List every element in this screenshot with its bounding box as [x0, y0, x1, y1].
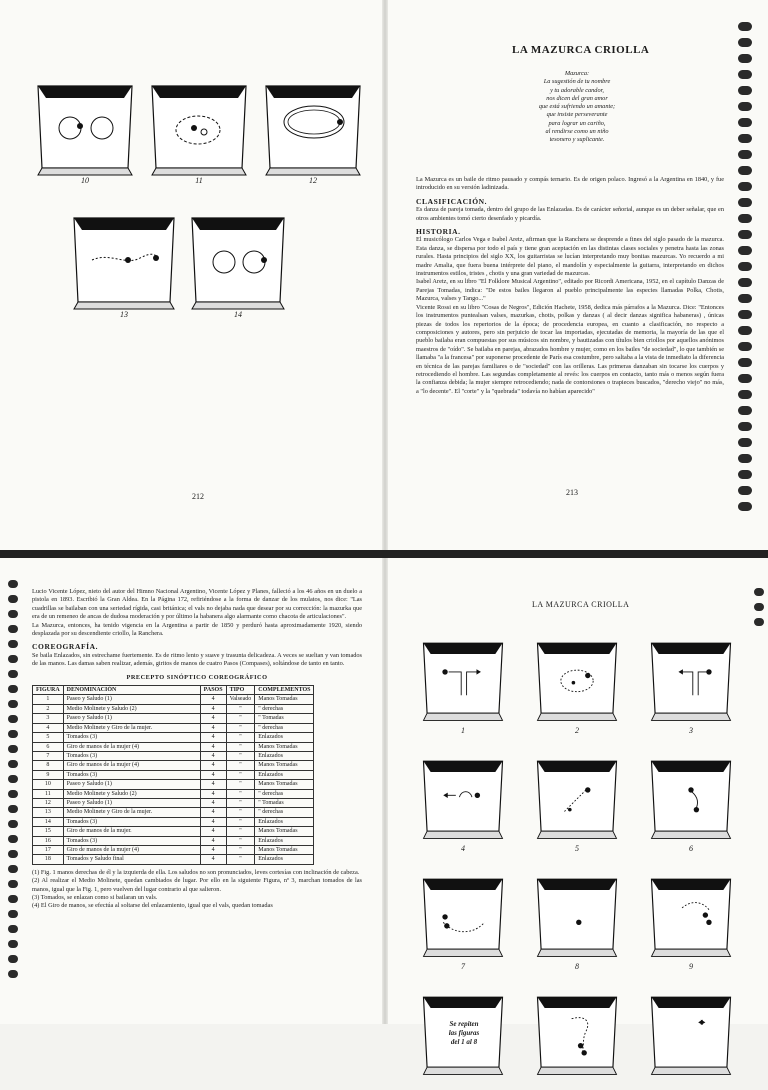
table-row — [33, 761, 314, 770]
table-row — [33, 695, 314, 704]
table-row — [33, 770, 314, 779]
book-gutter — [382, 558, 388, 1024]
figure-caption: 12 — [309, 176, 317, 185]
figure-11 — [532, 990, 622, 1090]
table-title: PRECEPTO SINÓPTICO COREOGRÁFICO — [126, 673, 268, 681]
table-cell: Tomados (3) — [63, 817, 200, 826]
table-cell: Giro de manos de la mujer. — [63, 827, 200, 836]
figure-caption: 14 — [234, 310, 242, 319]
table-cell: " — [226, 845, 255, 854]
table-row — [33, 855, 314, 864]
page-title: LA MAZURCA CRIOLLA — [512, 44, 650, 56]
poem-line: tesonero y suplicante. — [549, 136, 605, 144]
column-header: FIGURA — [33, 686, 64, 695]
table-cell: 17 — [33, 845, 64, 854]
poem-line: y tu adorable candor, — [550, 86, 604, 94]
figure-13 — [70, 208, 178, 320]
figure-caption: 1 — [461, 726, 465, 735]
table-cell: Tomados (3) — [63, 751, 200, 760]
table-row — [33, 704, 314, 713]
table-cell: 12 — [33, 798, 64, 807]
table-cell: 4 — [200, 742, 226, 751]
table-cell: 4 — [200, 789, 226, 798]
table-row — [33, 817, 314, 826]
table-cell: " — [226, 827, 255, 836]
table-cell: 4 — [200, 761, 226, 770]
table-cell: 2 — [33, 704, 64, 713]
figure-8 — [532, 872, 622, 972]
figure-5 — [532, 754, 622, 854]
figure-caption: 6 — [689, 844, 693, 853]
column-header: PASOS — [200, 686, 226, 695]
table-cell: Paseo y Saludo (1) — [63, 695, 200, 704]
table-cell: " — [226, 798, 255, 807]
table-cell: Medio Molinete y Saludo (2) — [63, 789, 200, 798]
table-row — [33, 751, 314, 760]
table-cell: " derechas — [255, 808, 314, 817]
figure-12 — [646, 990, 736, 1090]
table-cell: Giro de manos de la mujer (4) — [63, 742, 200, 751]
table-cell: Enlazados — [255, 817, 314, 826]
repeat-note-line: las figuras — [448, 1029, 480, 1037]
poem-line: La sugestión de tu nombre — [543, 78, 611, 86]
figure-4 — [418, 754, 508, 854]
table-cell: 11 — [33, 789, 64, 798]
spiral-binding — [8, 580, 18, 978]
figure-caption: 7 — [461, 962, 465, 971]
table-cell: 4 — [200, 751, 226, 760]
table-cell: " — [226, 817, 255, 826]
table-cell: 4 — [200, 817, 226, 826]
table-cell: 4 — [200, 714, 226, 723]
article-body — [416, 176, 724, 396]
table-cell: " — [226, 855, 255, 864]
table-row — [33, 780, 314, 789]
page-number: 212 — [192, 492, 204, 501]
table-cell: Giro de manos de la mujer (4) — [63, 845, 200, 854]
poem-line: para lograr un cariño, — [548, 119, 606, 127]
table-cell: 4 — [200, 704, 226, 713]
table-cell: 18 — [33, 855, 64, 864]
table-cell: 4 — [200, 780, 226, 789]
table-row — [33, 827, 314, 836]
table-cell: 3 — [33, 714, 64, 723]
figure-caption: 9 — [689, 962, 693, 971]
spiral-binding — [738, 22, 752, 511]
figure-caption: 3 — [689, 726, 693, 735]
choreography-text — [32, 588, 362, 911]
table-row — [33, 723, 314, 732]
table-cell: Paseo y Saludo (1) — [63, 798, 200, 807]
clasificacion-paragraph: Es danza de pareja tomada, dentro del grupo de las Enlazadas. Es de carácter señorial, aunque es un deber señalar, que en otros ambientes tomó cierto desenfado y picardía. — [416, 206, 724, 222]
figure-6 — [646, 754, 736, 854]
footnotes — [32, 869, 362, 911]
poem-line: que está sufriendo un amante; — [538, 103, 616, 111]
poem — [492, 70, 662, 145]
footnote: (2) Al realizar el Medio Molinete, quedan cambiados de lugar. Por ello en la siguiente Figura, nº 3, marchan tomados de las manos, igual que la Fig. 1, pero vuelven del lugar contrario al que salieron. — [32, 877, 362, 893]
section-heading: COREOGRAFÍA. — [32, 642, 99, 652]
table-cell: 4 — [200, 798, 226, 807]
table-cell: " derechas — [255, 723, 314, 732]
table-cell: " — [226, 789, 255, 798]
table-cell: 1 — [33, 695, 64, 704]
table-cell: " derechas — [255, 704, 314, 713]
table-cell: Tomados (3) — [63, 733, 200, 742]
poem-line: nos dicen del gran amor — [546, 94, 608, 102]
table-cell: 4 — [200, 808, 226, 817]
table-cell: 6 — [33, 742, 64, 751]
footnote: (4) El Giro de manos, se efectúa al soltarse del enlazamiento, igual que el vals, quedan tomadas — [32, 902, 273, 910]
poem-line: que insiste perseverante — [546, 111, 608, 119]
table-row — [33, 714, 314, 723]
table-header-row — [33, 686, 314, 695]
page-number: 213 — [566, 488, 578, 497]
historia-paragraph: Vicente Rossi en su libro "Cosas de Negros", Edición Hachete, 1958, dedica más párrafos a la Mazurca. Dice: "Entonces los instrumentos puntealsan valses, mazurkas, chotis, polkas y danzas ( al decir danzas significa habaneras) , únicas piezas de todos los repertorios de la época; de procedencia europea, en cuanto a clasificación, no respecto a composiciones y autores, pero sin perjuicio de tocar las importadas, ejecutadas de memoria, la mayoría de las que el pueblo bailaba eran compuestas por sus músicos sin nombre, y bautizadas con títulos bien criollos por aquellos anónimos maestros de "oído". Se bailaba en parejas, abrazados hombre y mujer, como en los bailes "de sociedad", lo que también se llamaba "a la francesa" por suponerse procedente de París esa costumbre, pero saltaba a la vista de inmediato la diferencia en técnica de las parejas familiares o de "sociedad" con las orilleras. Las primeras danzaban sin tocarse los cuerpos y retrocediendo el hombre. Las segundas completamente al revés: los cuerpos en contacto, tanto más o menos según fuera la confianza debida; la mujer siempre retrocediendo; nada de contorsiones o trapieces buscados, "derecho viejo" no más, a "lo decente". El "corte" y la "quebrada" todavía no habían aparecido" — [416, 303, 724, 395]
repeat-note-line: del 1 al 8 — [450, 1038, 478, 1046]
choreography-table — [32, 685, 314, 865]
figure-11 — [148, 76, 250, 186]
table-cell: Tomados (3) — [63, 770, 200, 779]
table-cell: " — [226, 723, 255, 732]
table-cell: Manos Tomadas — [255, 780, 314, 789]
table-cell: " — [226, 770, 255, 779]
table-cell: Medio Molinete y Saludo (2) — [63, 704, 200, 713]
figure-7 — [418, 872, 508, 972]
figure-caption: 13 — [120, 310, 128, 319]
figure-14 — [188, 208, 288, 320]
table-cell: 4 — [200, 770, 226, 779]
poem-line: Mazurca: — [564, 70, 590, 77]
table-cell: Medio Molinete y Giro de la mujer. — [63, 723, 200, 732]
table-cell: Enlazados — [255, 733, 314, 742]
table-cell: Enlazados — [255, 770, 314, 779]
table-cell: Manos Tomadas — [255, 761, 314, 770]
table-cell: Manos Tomadas — [255, 695, 314, 704]
historia-paragraph: Isabel Aretz, en su libro "El Folklore Musical Argentino", editado por Ricordi Americana, 1952, en el capítulo Danzas de Parejas Tomadas, indica: "De estos bailes llegaron al pueblo principalmente las especies llamadas Polka, Chotis, Mazurca, valses y Tango..." — [416, 278, 724, 303]
table-cell: " — [226, 836, 255, 845]
table-cell: Enlazados — [255, 836, 314, 845]
table-row — [33, 798, 314, 807]
column-header: TIPO — [226, 686, 255, 695]
column-header: DENOMINACIÓN — [63, 686, 200, 695]
table-row — [33, 742, 314, 751]
table-cell: Tomados y Saludo final — [63, 855, 200, 864]
table-cell: " — [226, 733, 255, 742]
poem-line: al rendirse como un niño — [545, 128, 609, 136]
figure-3 — [646, 636, 736, 736]
table-cell: 4 — [200, 836, 226, 845]
repeat-note — [436, 1020, 492, 1047]
table-cell: " Tomadas — [255, 714, 314, 723]
figure-caption: 8 — [575, 962, 579, 971]
table-cell: 4 — [200, 695, 226, 704]
table-cell: 4 — [200, 855, 226, 864]
table-cell: " — [226, 808, 255, 817]
book-gutter — [382, 0, 388, 552]
figure-caption: 10 — [81, 176, 89, 185]
figure-9 — [646, 872, 736, 972]
figure-caption: 5 — [575, 844, 579, 853]
figure-10 — [34, 76, 136, 186]
table-cell: " — [226, 742, 255, 751]
figure-caption: 11 — [195, 176, 203, 185]
table-cell: " — [226, 751, 255, 760]
table-cell: Paseo y Saludo (1) — [63, 780, 200, 789]
table-cell: " Tomadas — [255, 798, 314, 807]
figure-2 — [532, 636, 622, 736]
spiral-binding — [754, 588, 764, 626]
table-cell: 4 — [200, 845, 226, 854]
table-cell: Tomados (3) — [63, 836, 200, 845]
table-cell: 4 — [200, 733, 226, 742]
table-cell: 8 — [33, 761, 64, 770]
table-cell: 16 — [33, 836, 64, 845]
table-cell: " — [226, 780, 255, 789]
coreografia-paragraph: Se baila Enlazados, sin estrechame fuertemente. Es de ritmo lento y suave y trasunta delicadeza. A veces se sueltan y van tomados de las manos. Las damas saben realizar, además, giritos de manos de cuatro Pasos (Compases), soltándose de tanto en tanto. — [32, 651, 362, 668]
table-cell: Medio Molinete y Giro de la mujer. — [63, 808, 200, 817]
table-cell: 7 — [33, 751, 64, 760]
table-cell: Paseo y Saludo (1) — [63, 714, 200, 723]
table-cell: Manos Tomadas — [255, 742, 314, 751]
table-row — [33, 808, 314, 817]
figure-10 — [418, 990, 508, 1090]
table-cell: 15 — [33, 827, 64, 836]
table-cell: " — [226, 761, 255, 770]
table-cell: " — [226, 714, 255, 723]
history-paragraph: La Mazurca, entonces, ha tenido vigencia en la Argentina a partir de 1850 y perduró hasta aproximadamente 1920, siendo desplazada por su descendiente criollo, la Ranchera. — [32, 621, 362, 638]
table-cell: 14 — [33, 817, 64, 826]
footnote: (3) Tomados, se enlazan como si bailaran un vals. — [32, 894, 158, 901]
table-cell: 4 — [33, 723, 64, 732]
table-row — [33, 836, 314, 845]
figure-caption: 2 — [575, 726, 579, 735]
table-cell: Enlazados — [255, 751, 314, 760]
table-cell: Enlazados — [255, 855, 314, 864]
section-heading: CLASIFICACIÓN. — [416, 196, 488, 206]
footnote: (1) Fig. 1 manos derechas de él y la izquierda de ella. Los saludos no son pronunciados, leves cortesías con inclinación de cabeza. — [32, 868, 360, 876]
bottom-spread — [0, 558, 768, 1046]
table-cell: 10 — [33, 780, 64, 789]
table-cell: 4 — [200, 827, 226, 836]
table-cell: 13 — [33, 808, 64, 817]
repeat-note-line: Se repiten — [449, 1020, 479, 1028]
column-header: COMPLEMENTOS — [255, 686, 314, 695]
table-row — [33, 733, 314, 742]
table-cell: 5 — [33, 733, 64, 742]
table-cell: 9 — [33, 770, 64, 779]
table-cell: 4 — [200, 723, 226, 732]
history-paragraph: Lucio Vicente López, nieto del autor del Himno Nacional Argentino, Vicente López y Planes, falleció a los 46 años en un duelo a pistola en 1893. Escribió la Gran Aldea. En la Página 172, refiriéndose a la forma de danzar de los mulatos, nos dice: "Las cuadrillas se bailaban con una seriedad rígida, casi británica; el vals no dejaba nada que desear por su corrección: la mazurka que era de un remeneo de ancas de dudosa moderación y por último la habanera algo alarmante como chacota de articulaciones". — [32, 588, 362, 621]
section-heading: HISTORIA. — [416, 227, 461, 237]
table-cell: Valseado — [226, 695, 255, 704]
page-title: LA MAZURCA CRIOLLA — [532, 600, 630, 609]
table-row — [33, 789, 314, 798]
table-row — [33, 845, 314, 854]
table-cell: " — [226, 704, 255, 713]
table-cell: " derechas — [255, 789, 314, 798]
historia-paragraph: El musicólogo Carlos Vega e Isabel Aretz, afirman que la Ranchera se desprende a fines del siglo pasado de la mazurca. Esta danza, se dispersa por todo el país y tiene gran aceptación en las distintas clases sociales y penetra hasta las zonas rurales. Hasta principios del siglo XX, los guitarristas se lucían interpretando muy bonitas mazurcas. Yo recuerdo a mi madre Amalia, que fuera buena intérprete del piano, el mandolín y especialmente la guitarra, interpretando en dichos instrumentos estilos, tristes , chotis y una gran variedad de mazurcas. — [416, 236, 724, 278]
table-cell: Manos Tomadas — [255, 827, 314, 836]
table-cell: Manos Tomadas — [255, 845, 314, 854]
intro-paragraph: La Mazurca es un baile de ritmo pausado y compás ternario. Es de origen polaco. Ingresó a la Argentina en 1840, y fue introducido en su versión ladinizada. — [416, 176, 724, 192]
figure-12 — [262, 76, 364, 186]
table-cell: Giro de manos de la mujer (4) — [63, 761, 200, 770]
figure-caption: 4 — [461, 844, 465, 853]
figure-1 — [418, 636, 508, 736]
